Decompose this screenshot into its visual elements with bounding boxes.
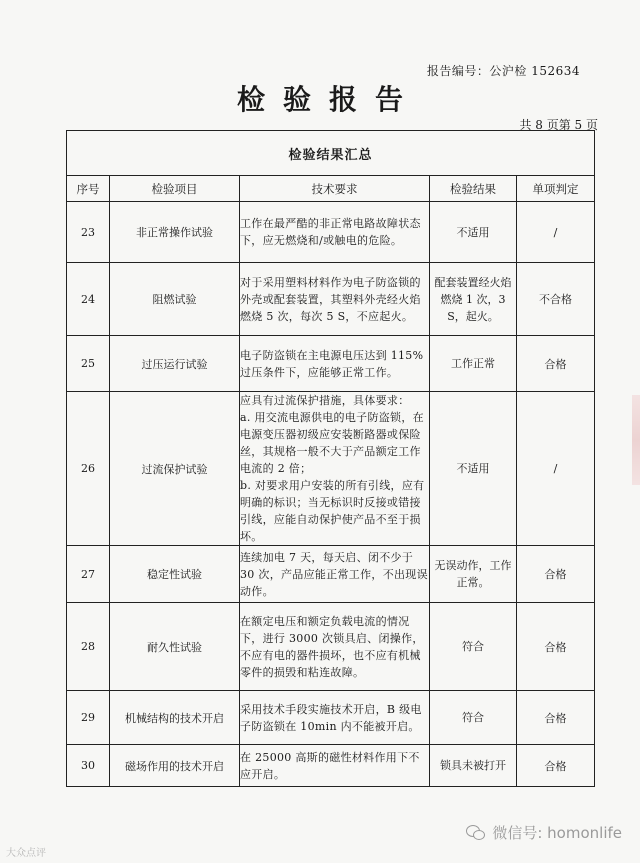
results-table [66,130,595,787]
test-result: 无误动作，工作正常。 [430,546,517,603]
technical-requirement: 连续加电 7 天，每天启、闭不少于 30 次，产品应能正常工作，不出现误动作。 [240,546,430,603]
test-item: 稳定性试验 [110,546,240,603]
edge-stamp-mark [632,395,640,485]
technical-requirement: 工作在最严酷的非正常电路故障状态下，应无燃烧和/或触电的危险。 [240,202,430,263]
test-result: 不适用 [430,202,517,263]
table-row [67,263,595,336]
table-row [67,546,595,603]
row-number: 29 [67,691,110,745]
row-number: 23 [67,202,110,263]
judgement: / [517,202,595,263]
technical-requirement: 在 25000 高斯的磁性材料作用下不应开启。 [240,745,430,787]
test-item: 过流保护试验 [110,392,240,546]
test-item: 阻燃试验 [110,263,240,336]
table-header-row [67,176,595,202]
column-header-result: 检验结果 [430,176,517,202]
test-item: 非正常操作试验 [110,202,240,263]
table-row [67,392,595,546]
test-result: 不适用 [430,392,517,546]
row-number: 28 [67,603,110,691]
wechat-icon [466,825,486,841]
judgement: 合格 [517,745,595,787]
technical-requirement: 在额定电压和额定负载电流的情况下，进行 3000 次锁具启、闭操作，不应有电的器件损坏，也不应有机械零件的损毁和粘连故障。 [240,603,430,691]
judgement: 合格 [517,691,595,745]
watermark-text: 微信号: homonlife [492,824,622,842]
column-header-requirement: 技术要求 [240,176,430,202]
table-row [67,202,595,263]
row-number: 24 [67,263,110,336]
column-header-judgement: 单项判定 [517,176,595,202]
row-number: 30 [67,745,110,787]
summary-title: 检验结果汇总 [67,131,595,176]
wechat-watermark [466,822,622,843]
technical-requirement: 应具有过流保护措施，具体要求： a. 用交流电源供电的电子防盗锁，在电源变压器初级应安装断路器或保险丝，其规格一般不大于产品额定工作电流的 2 倍； b. 对要求用户安装的所有引线，应有明确的标识；当无标识时反接或错接引线，应能自动保护使产品不至于损坏。 [240,392,430,546]
corner-watermark: 大众点评 [6,848,46,859]
column-header-item: 检验项目 [110,176,240,202]
page-count: 共 8 页第 5 页 [519,118,598,132]
test-item: 磁场作用的技术开启 [110,745,240,787]
row-number: 25 [67,336,110,392]
technical-requirement: 对于采用塑料材料作为电子防盗锁的外壳或配套装置，其塑料外壳经火焰燃烧 5 次，每次 5 S，不应起火。 [240,263,430,336]
row-number: 26 [67,392,110,546]
row-number: 27 [67,546,110,603]
page-title: 检验报告 [236,83,421,116]
test-result: 配套装置经火焰燃烧 1 次，3 S，起火。 [430,263,517,336]
test-item: 耐久性试验 [110,603,240,691]
column-header-no: 序号 [67,176,110,202]
report-number: 报告编号：公沪检 152634 [426,64,580,78]
judgement: 合格 [517,546,595,603]
judgement: 合格 [517,603,595,691]
table-row [67,603,595,691]
test-result: 锁具未被打开 [430,745,517,787]
test-item: 过压运行试验 [110,336,240,392]
table-row [67,691,595,745]
table-row [67,336,595,392]
judgement: 不合格 [517,263,595,336]
judgement: 合格 [517,336,595,392]
table-row [67,745,595,787]
technical-requirement: 电子防盗锁在主电源电压达到 115%过压条件下，应能够正常工作。 [240,336,430,392]
technical-requirement: 采用技术手段实施技术开启，B 级电子防盗锁在 10min 内不能被开启。 [240,691,430,745]
test-result: 符合 [430,691,517,745]
test-result: 工作正常 [430,336,517,392]
judgement: / [517,392,595,546]
test-item: 机械结构的技术开启 [110,691,240,745]
test-result: 符合 [430,603,517,691]
